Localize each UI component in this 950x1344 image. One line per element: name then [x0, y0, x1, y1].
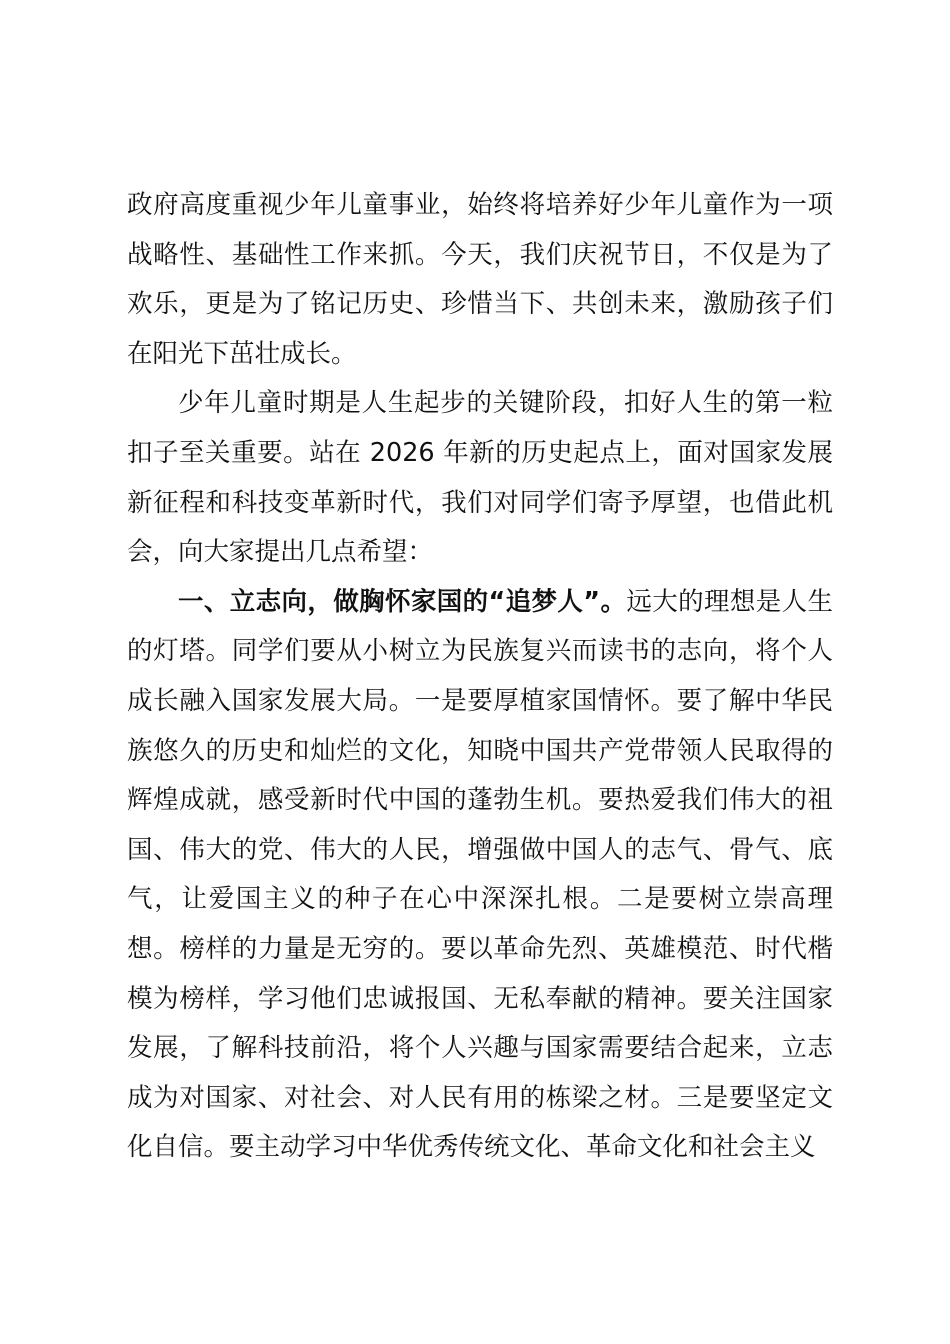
- paragraph-continued: 政府高度重视少年儿童事业，始终将培养好少年儿童作为一项战略性、基础性工作来抓。今天，我们庆祝节日，不仅是为了欢乐，更是为了铭记历史、珍惜当下、共创未来，激励孩子们在阳光下茁壮成长。: [127, 190, 833, 369]
- paragraph-point-one: [127, 578, 833, 1173]
- section-heading-one: 一、立志向，做胸怀家国的“追梦人”。: [178, 586, 627, 617]
- document-body: [127, 181, 833, 1173]
- paragraph-expectations-intro: 少年儿童时期是人生起步的关键阶段，扣好人生的第一粒扣子至关重要。站在 2026 年新的历史起点上，面对国家发展新征程和科技变革新时代，我们对同学们寄予厚望，也借此机会，向大家提出几点希望：: [127, 388, 833, 568]
- paragraph-point-one-body: 远大的理想是人生的灯塔。同学们要从小树立为民族复兴而读书的志向，将个人成长融入国家发展大局。一是要厚植家国情怀。要了解中华民族悠久的历史和灿烂的文化，知晓中国共产党带领人民取得的辉煌成就，感受新时代中国的蓬勃生机。要热爱我们伟大的祖国、伟大的党、伟大的人民，增强做中国人的志气、骨气、底气，让爱国主义的种子在心中深深扎根。二是要树立崇高理想。榜样的力量是无穷的。要以革命先烈、英雄模范、时代楷模为榜样，学习他们忠诚报国、无私奉献的精神。要关注国家发展，了解科技前沿，将个人兴趣与国家需要结合起来，立志成为对国家、对社会、对人民有用的栋梁之材。三是要坚定文化自信。要主动学习中华优秀传统文化、革命文化和社会主义: [127, 586, 833, 1163]
